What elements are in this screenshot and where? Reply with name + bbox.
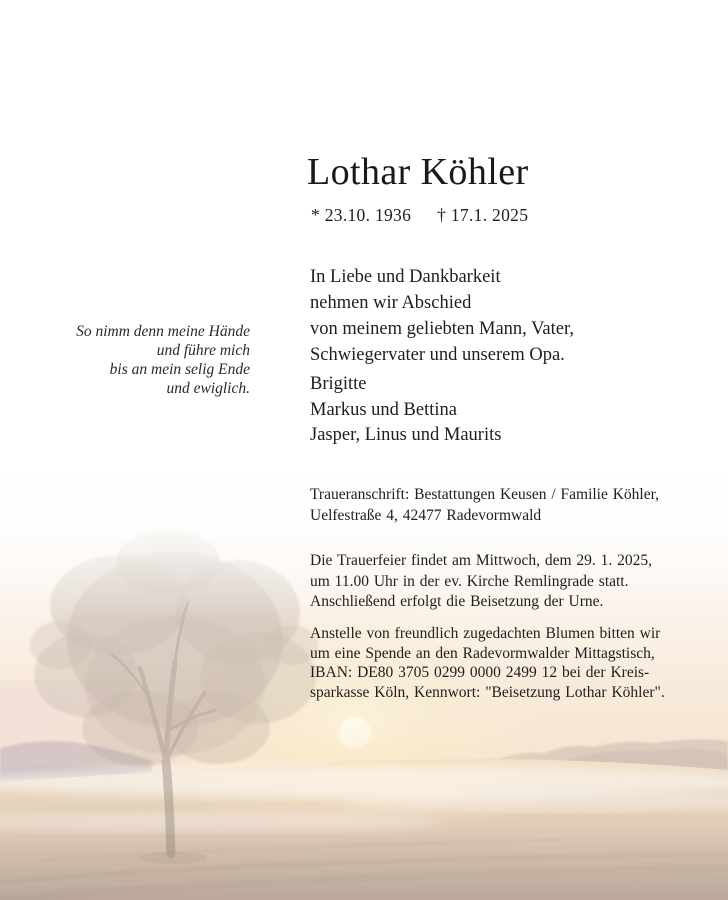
poem-line: und führe mich — [156, 342, 250, 359]
service-line: Anschließend erfolgt die Beisetzung der Urne. — [310, 593, 604, 610]
donation-line: um eine Spende an den Radevormwalder Mittagstisch, — [310, 644, 655, 662]
mourner-name: Jasper, Linus und Maurits — [310, 425, 502, 445]
funeral-address — [310, 485, 710, 526]
deceased-name: Lothar Köhler — [307, 151, 529, 193]
donation-line: IBAN: DE80 3705 0299 0000 2499 12 bei der Kreis- — [310, 664, 650, 682]
memorial-poem — [28, 322, 250, 398]
intro-line: von meinem geliebten Mann, Vater, — [310, 319, 575, 339]
mourners-list — [310, 372, 501, 449]
mourner-name: Brigitte — [310, 374, 367, 394]
donation-line: sparkasse Köln, Kennwort: "Beisetzung Lothar Köhler". — [310, 683, 665, 701]
donation-line: Anstelle von freundlich zugedachten Blumen bitten wir — [310, 625, 661, 642]
intro-text — [310, 264, 574, 368]
intro-line: Schwiegervater und unserem Opa. — [310, 345, 565, 365]
service-line: um 11.00 Uhr in der ev. Kirche Remlingrade statt. — [310, 572, 629, 590]
poem-line: und ewiglich. — [166, 380, 250, 397]
life-dates — [311, 205, 528, 226]
intro-line: nehmen wir Abschied — [310, 293, 472, 313]
service-line: Die Trauerfeier findet am Mittwoch, dem 29. 1. 2025, — [310, 552, 653, 569]
birth-date: * 23.10. 1936 — [311, 205, 412, 225]
intro-line: In Liebe und Dankbarkeit — [310, 267, 501, 287]
mourner-name: Markus und Bettina — [310, 399, 457, 420]
address-line: Traueranschrift: Bestattungen Keusen / Familie Köhler, — [310, 486, 660, 503]
address-line: Uelfestraße 4, 42477 Radevormwald — [310, 506, 542, 524]
poem-line: So nimm denn meine Hände — [76, 323, 250, 340]
donation-request — [310, 624, 710, 702]
poem-line: bis an mein selig Ende — [109, 361, 250, 378]
service-details — [310, 551, 710, 613]
death-date: † 17.1. 2025 — [437, 205, 529, 225]
